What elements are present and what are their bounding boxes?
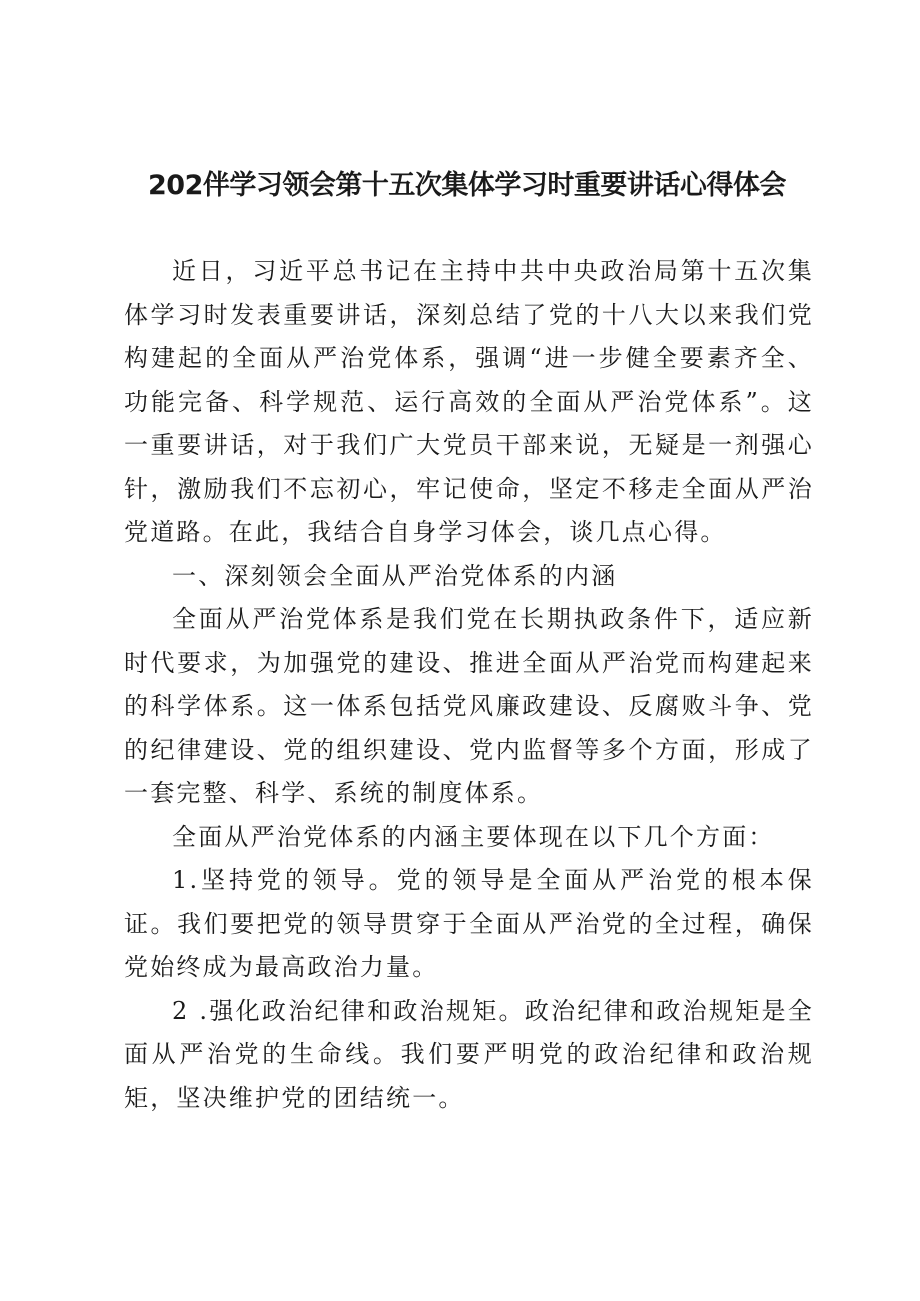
- paragraph-intro: 近日，习近平总书记在主持中共中央政治局第十五次集体学习时发表重要讲话，深刻总结了党的十八大以来我们党构建起的全面从严治党体系，强调“进一步健全要素齐全、功能完备、科学规范、运行高效的全面从严治党体系”。这一重要讲话，对于我们广大党员干部来说，无疑是一剂强心针，激励我们不忘初心，牢记使命，坚定不移走全面从严治党道路。在此，我结合自身学习体会，谈几点心得。: [124, 257, 814, 546]
- document-title: 202伴学习领会第十五次集体学习时重要讲话心得体会: [148, 170, 786, 201]
- section-heading-1: 一、深刻领会全面从严治党体系的内涵: [172, 561, 618, 590]
- paragraph-system-definition: 全面从严治党体系是我们党在长期执政条件下，适应新时代要求，为加强党的建设、推进全面从严治党而构建起来的科学体系。这一体系包括党风廉政建设、反腐败斗争、党的纪律建设、党的组织建设、党内监督等多个方面，形成了一套完整、科学、系统的制度体系。: [124, 605, 814, 807]
- document-body: [124, 250, 814, 1120]
- paragraph-aspects-intro: 全面从严治党体系的内涵主要体现在以下几个方面：: [172, 822, 775, 851]
- list-item-2: 2 .强化政治纪律和政治规矩。政治纪律和政治规矩是全面从严治党的生命线。我们要严明党的政治纪律和政治规矩，坚决维护党的团结统一。: [124, 996, 814, 1112]
- list-item-1: 1.坚持党的领导。党的领导是全面从严治党的根本保证。我们要把党的领导贯穿于全面从严治党的全过程，确保党始终成为最高政治力量。: [124, 866, 814, 981]
